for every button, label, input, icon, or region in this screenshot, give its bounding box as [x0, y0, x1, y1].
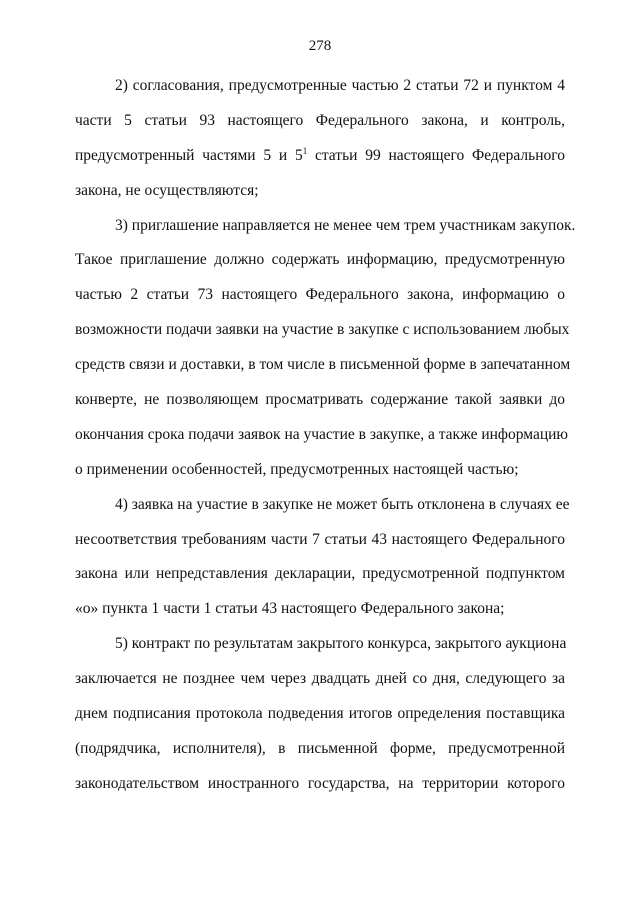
paragraph-item-4	[75, 495, 570, 635]
text-line: днем подписания протокола подведения итогов определения поставщика	[75, 705, 565, 723]
text-line: возможности подачи заявки на участие в закупке с использованием любых	[75, 321, 570, 339]
text-line: несоответствия требованиям части 7 статьи 43 настоящего Федерального	[75, 530, 565, 548]
text-fragment: предусмотренный частями 5 и 5	[75, 146, 303, 164]
text-line: конверте, не позволяющем просматривать содержание такой заявки до	[75, 391, 565, 409]
text-line: 2) согласования, предусмотренные частью 2 статьи 72 и пунктом 4	[115, 77, 565, 94]
text-line: закона, не осуществляются;	[75, 181, 259, 199]
text-line: закона или непредставления декларации, предусмотренной подпунктом	[75, 565, 565, 583]
text-fragment: статьи 99 настоящего Федерального	[307, 146, 565, 164]
text-line: законодательством иностранного государства, на территории которого	[75, 774, 565, 792]
document-body	[75, 76, 576, 809]
text-line: 3) приглашение направляется не менее чем трем участникам закупок.	[115, 216, 576, 234]
text-line: (подрядчика, исполнителя), в письменной форме, предусмотренной	[75, 739, 565, 757]
text-line: Такое приглашение должно содержать информацию, предусмотренную	[75, 251, 565, 269]
paragraph-item-5	[75, 634, 565, 808]
superscript-index: 1	[302, 145, 308, 156]
text-line: частью 2 статьи 73 настоящего Федерального закона, информацию о	[75, 286, 565, 304]
paragraph-item-3	[75, 216, 576, 495]
text-line: окончания срока подачи заявок на участие в закупке, а также информацию	[75, 425, 568, 443]
text-line: «о» пункта 1 части 1 статьи 43 настоящего Федерального закона;	[75, 600, 505, 618]
page-number: 278	[308, 38, 332, 54]
text-line: 5) контракт по результатам закрытого конкурса, закрытого аукциона	[115, 635, 567, 653]
text-line: о применении особенностей, предусмотренных настоящей частью;	[75, 460, 519, 478]
paragraph-item-2	[75, 76, 565, 216]
text-line	[75, 146, 565, 181]
text-line: заключается не позднее чем через двадцать дней со дня, следующего за	[75, 670, 565, 688]
text-line: средств связи и доставки, в том числе в письменной форме в запечатанном	[75, 356, 571, 374]
text-line: части 5 статьи 93 настоящего Федерального закона, и контроль,	[75, 111, 565, 129]
text-line: 4) заявка на участие в закупке не может быть отклонена в случаях ее	[115, 495, 570, 513]
